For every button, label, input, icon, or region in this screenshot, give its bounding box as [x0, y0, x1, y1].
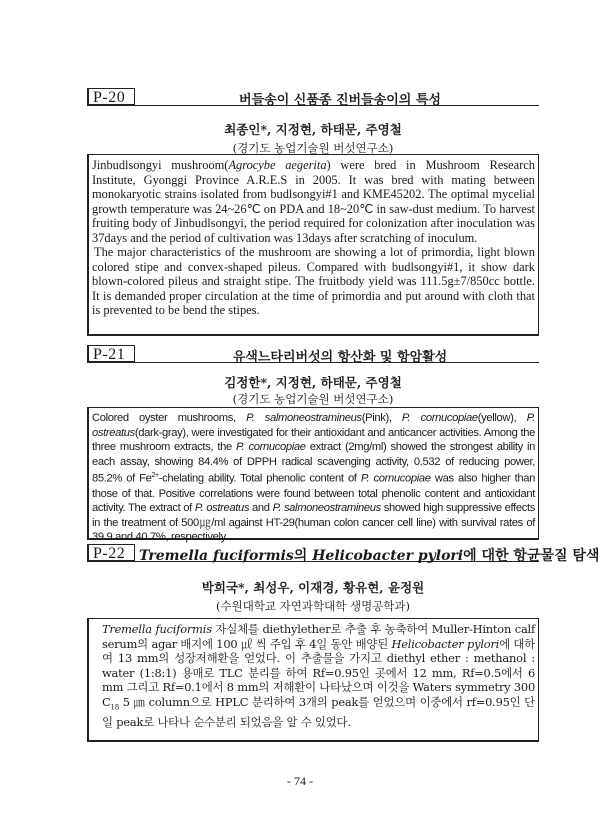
entry-title: 버들송이 신품종 진버들송이의 특성 [239, 93, 441, 108]
entry-p20 [87, 88, 539, 318]
entry-affiliation: (경기도 농업기술원 버섯연구소) [232, 392, 394, 406]
abstract-paragraph [92, 411, 535, 545]
abstract-text: 5 ㎛ column으로 HPLC 분리하여 3개의 peak를 얻었으며 이중에서 rf=0.95인 단일 peak로 나타나 순수분리 되었음을 알 수 있었다. [102, 694, 535, 729]
abstract-text: extract (2mg/ml) showed the strongest ability in each assay, showing 84.4% of DPPH radical scavenging activity, 0.532 of reducing power, 85.2% of Fe [92, 441, 535, 486]
species-name: P. cornucopiae [360, 473, 431, 486]
species-name: P. ostreatus [194, 502, 250, 515]
abstract-text: showed high suppressive effects in the treatment of 500㎍/ml against HT-29(human colon cancer cell line) with survival rates of 39.9 and 40.7%, respectively. [92, 502, 535, 544]
abstract-text: -chelating ability. Total phenolic content of [158, 473, 361, 486]
entry-authors: 김정한*, 지정현, 하태문, 주영철 [224, 375, 402, 390]
superscript: 2+ [151, 472, 159, 480]
abstract-box [87, 618, 539, 742]
entry-title: 유색느타리버섯의 항산화 및 항암활성 [232, 350, 448, 365]
abstract-text: Jinbudlsongyi mushroom( [92, 158, 229, 172]
species-name: Tremella fuciformis [139, 548, 294, 564]
entry-affiliation: (수원대학교 자연과학대학 생명공학과) [215, 599, 411, 613]
species-name: Agrocybe aegerita [228, 158, 327, 172]
species-name: Helicobacter pylori [312, 548, 464, 564]
entry-header [87, 544, 600, 614]
abstract-text: (yellow), [477, 412, 527, 424]
species-name: P. salmoneostramineus [246, 412, 362, 424]
title-text: 에 대한 항균물질 탐색 [463, 548, 600, 564]
page-number: - 74 - [287, 774, 313, 788]
entry-p21 [87, 345, 539, 544]
entry-authors: 최종인*, 지정현, 하태문, 주영철 [224, 122, 402, 137]
abstract-text: and [249, 502, 273, 515]
abstract-box [87, 154, 539, 336]
poster-code: P-22 [87, 544, 135, 562]
abstract-text: was also higher than those of that. Positive correlations were found between total phenolic content and antioxidant activity. The extract of [92, 473, 535, 515]
species-name: P. ostreatus [92, 412, 535, 439]
abstract-text: ) were bred in Mushroom Research Institute, Gyonggi Province A.R.E.S in 2005. It was bred with mating between monokaryotic strains isolated from budlsongyi#1 and KME45202. The optimal mycelial growth temperature was 24~26℃ on PDA and 18~20℃ in saw-dust medium. To harvest fruiting body of Jinbudlsongyi, the period required for colonization after inoculation was 37days and the period of cultivation was 13days after scratching of inoculum. [92, 158, 535, 245]
abstract-box [87, 407, 539, 544]
poster-code: P-21 [87, 345, 135, 363]
species-name: Helicobacter pylori [391, 636, 500, 651]
abstract-text: The major characteristics of the mushroom are showing a lot of primordia, light blown colored stipe and convex-shaped pileus. Compared with budlsongyi#1, it show dark blown-colored pileus and straight stipe. The fruitbody yield was 111.5g±7/850cc bottle. It is demanded proper circulation at the time of primordia and put around with cloth that is prevented to be bend the stipes. [92, 245, 535, 318]
abstract-paragraph [92, 622, 535, 729]
abstract-text: Colored oyster mushrooms, [92, 412, 247, 424]
entry-p22 [87, 544, 600, 729]
subscript: 18 [110, 703, 120, 712]
entry-authors: 박희국*, 최성우, 이재경, 황유현, 윤정원 [201, 580, 425, 595]
abstract-paragraph [92, 245, 535, 318]
abstract-text: (Pink), [361, 412, 402, 424]
species-name: Tremella fuciformis [102, 622, 212, 636]
title-text: 의 [293, 548, 313, 564]
abstract-text: 자실체를 diethylether로 추출 후 농축하여 Muller-Hinton calf serum의 agar 배지에 100 ㎕ 씩 주입 후 4일 동안 배양된 [102, 622, 536, 651]
species-name: P. cornucopiae [235, 441, 306, 454]
species-name: P. cornucopiae [401, 412, 478, 424]
entry-header [87, 345, 539, 409]
abstract-text: (dark-gray), were investigated for their antioxidant and anticancer activities. Among the three mushroom extracts, the [92, 426, 535, 454]
abstract-text: 에 대하여 13 mm의 성장저해환을 얻었다. 이 추출물을 가지고 diethyl ether : methanol : water (1:8:1) 용매로 TLC 분리를 하여 Rf=0.95인 곳에서 12 mm, Rf=0.5에서 6 mm 그리고 Rf=0.1에서 8 mm의 저해환이 나타났으며 이것을 Waters symmetry 300 C [102, 636, 535, 709]
entry-affiliation: (경기도 농업기술원 버섯연구소) [232, 141, 394, 155]
abstract-paragraph [92, 158, 535, 245]
poster-code: P-20 [87, 88, 135, 106]
entry-title [139, 545, 600, 565]
entry-header [87, 88, 539, 160]
species-name: P. salmoneostramineus [272, 502, 381, 515]
